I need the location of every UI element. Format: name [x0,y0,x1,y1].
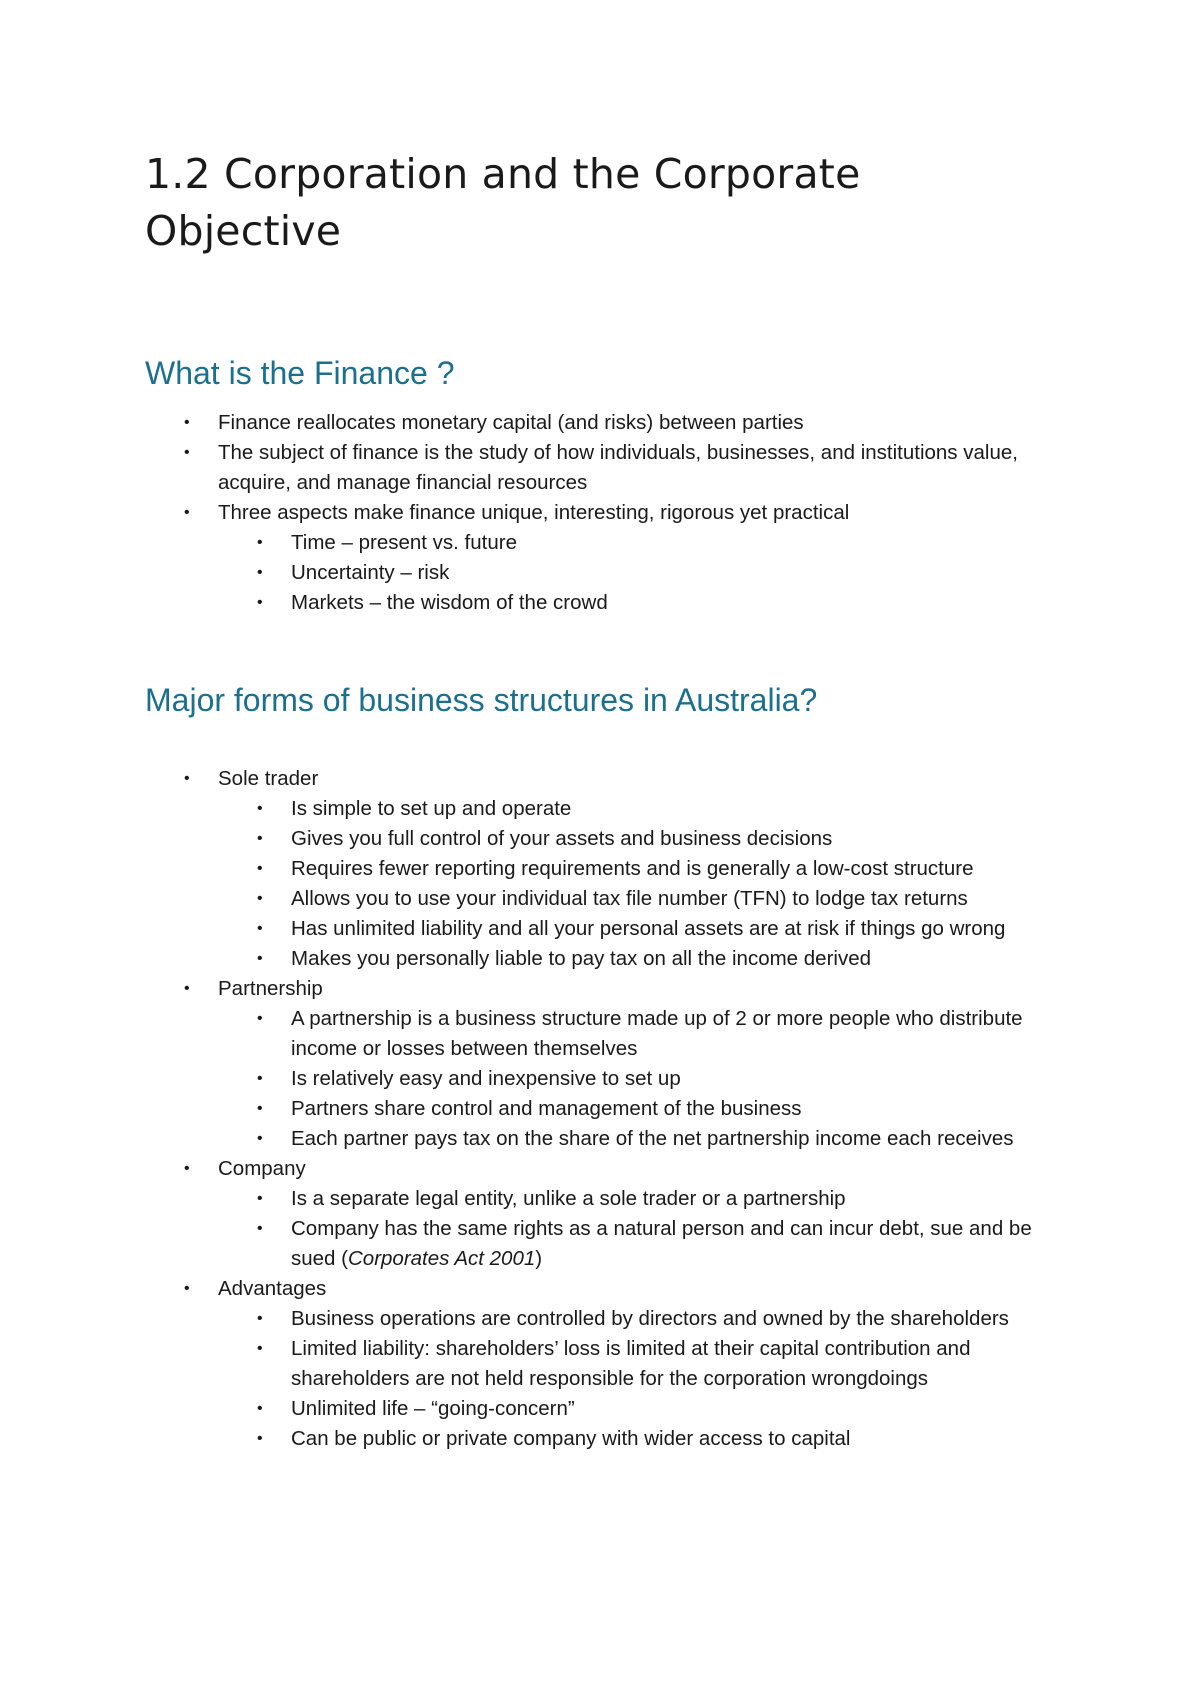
bullet-icon: • [257,1310,263,1327]
list-item [0,1274,1058,1304]
bullet-icon: • [184,504,190,521]
bullet-icon: • [184,414,190,431]
sub-list-item [0,1094,1061,1124]
bullet-icon: • [257,534,263,551]
sub-list-item [0,558,1061,588]
bullet-icon: • [257,830,263,847]
list-item [0,974,1058,1004]
list-item-text: Allows you to use your individual tax file number (TFN) to lodge tax returns [291,887,968,910]
list-item-suffix-text: ) [535,1247,543,1270]
bullet-icon: • [257,1100,263,1117]
bullet-icon: • [257,920,263,937]
sub-list-item [0,1214,1061,1274]
sub-list-item [0,794,1061,824]
list-item [0,764,1058,794]
bullet-icon: • [257,1430,263,1447]
sub-list-item [0,914,1061,944]
bullet-icon: • [257,800,263,817]
sub-list-item [0,528,1061,558]
sub-list-item [0,1304,1061,1334]
list-item-text: Advantages [218,1277,327,1300]
sub-list-item [0,1394,1061,1424]
list-item-text: Partnership [218,977,323,1000]
list-item [0,498,1058,528]
list-item-italic-text: Corporates Act 2001 [347,1247,536,1270]
list-item-text: Makes you personally liable to pay tax on all the income derived [291,947,872,970]
sub-list-item [0,1334,1061,1394]
bullet-icon: • [257,890,263,907]
list-item-text: Limited liability: shareholders’ loss is limited at their capital contribution and shareholders are not held responsible for the corporation wrongdoings [291,1337,971,1390]
list-item-text: Gives you full control of your assets and business decisions [291,827,833,850]
bullet-icon: • [257,594,263,611]
bullet-icon: • [257,860,263,877]
list-item [0,1154,1058,1184]
bullet-icon: • [184,444,190,461]
list-item-text: Requires fewer reporting requirements and is generally a low-cost structure [291,857,974,880]
bullet-icon: • [184,1280,190,1297]
list-item-text: Is a separate legal entity, unlike a sole trader or a partnership [291,1187,846,1210]
bullet-icon: • [257,1010,263,1027]
bullet-icon: • [257,1220,263,1237]
sub-list-item [0,1424,1061,1454]
list-item-text: Company [218,1157,306,1180]
bullet-icon: • [257,564,263,581]
bullet-icon: • [184,770,190,787]
list-item-text: Company has the same rights as a natural person and can incur debt, sue and be sued ( [291,1217,1032,1270]
list-item-text: Can be public or private company with wider access to capital [291,1427,851,1450]
bullet-icon: • [257,950,263,967]
list-item-text: Time – present vs. future [291,531,517,554]
list-item [0,438,1058,498]
list-item-text: Unlimited life – “going-concern” [291,1397,575,1420]
finance-bullet-list [0,408,1200,618]
list-item-text: The subject of finance is the study of how individuals, businesses, and institutions value, acquire, and manage financial resources [218,441,1018,494]
section-heading-business-structures: Major forms of business structures in Australia? [145,682,818,718]
sub-list-item [0,588,1061,618]
sub-list-item [0,854,1061,884]
sub-list-item [0,824,1061,854]
document-title: 1.2 Corporation and the Corporate Objective [145,150,861,255]
list-item-text: Is simple to set up and operate [291,797,572,820]
sub-list-item [0,1064,1061,1094]
bullet-icon: • [257,1340,263,1357]
bullet-icon: • [257,1070,263,1087]
list-item-text: Markets – the wisdom of the crowd [291,591,608,614]
list-item-text: Sole trader [218,767,319,790]
list-item-text: Partners share control and management of the business [291,1097,802,1120]
section-heading-finance: What is the Finance ? [145,355,455,391]
bullet-icon: • [257,1400,263,1417]
sub-list-item [0,1184,1061,1214]
list-item-text: Each partner pays tax on the share of the net partnership income each receives [291,1127,1014,1150]
list-item-text: A partnership is a business structure made up of 2 or more people who distribute income or losses between themselves [291,1007,1023,1060]
business-structures-bullet-list [0,764,1200,1454]
bullet-icon: • [184,980,190,997]
list-item-text: Business operations are controlled by directors and owned by the shareholders [291,1307,1009,1330]
list-item [0,408,1058,438]
bullet-icon: • [257,1190,263,1207]
sub-list-item [0,1004,1061,1064]
bullet-icon: • [184,1160,190,1177]
list-item-text: Has unlimited liability and all your personal assets are at risk if things go wrong [291,917,1006,940]
bullet-icon: • [257,1130,263,1147]
sub-list-item [0,884,1061,914]
list-item-text: Is relatively easy and inexpensive to set up [291,1067,681,1090]
sub-list-item [0,944,1061,974]
list-item-text: Uncertainty – risk [291,561,450,584]
list-item-text: Finance reallocates monetary capital (and risks) between parties [218,411,804,434]
sub-list-item [0,1124,1061,1154]
list-item-text: Three aspects make finance unique, interesting, rigorous yet practical [218,501,850,524]
